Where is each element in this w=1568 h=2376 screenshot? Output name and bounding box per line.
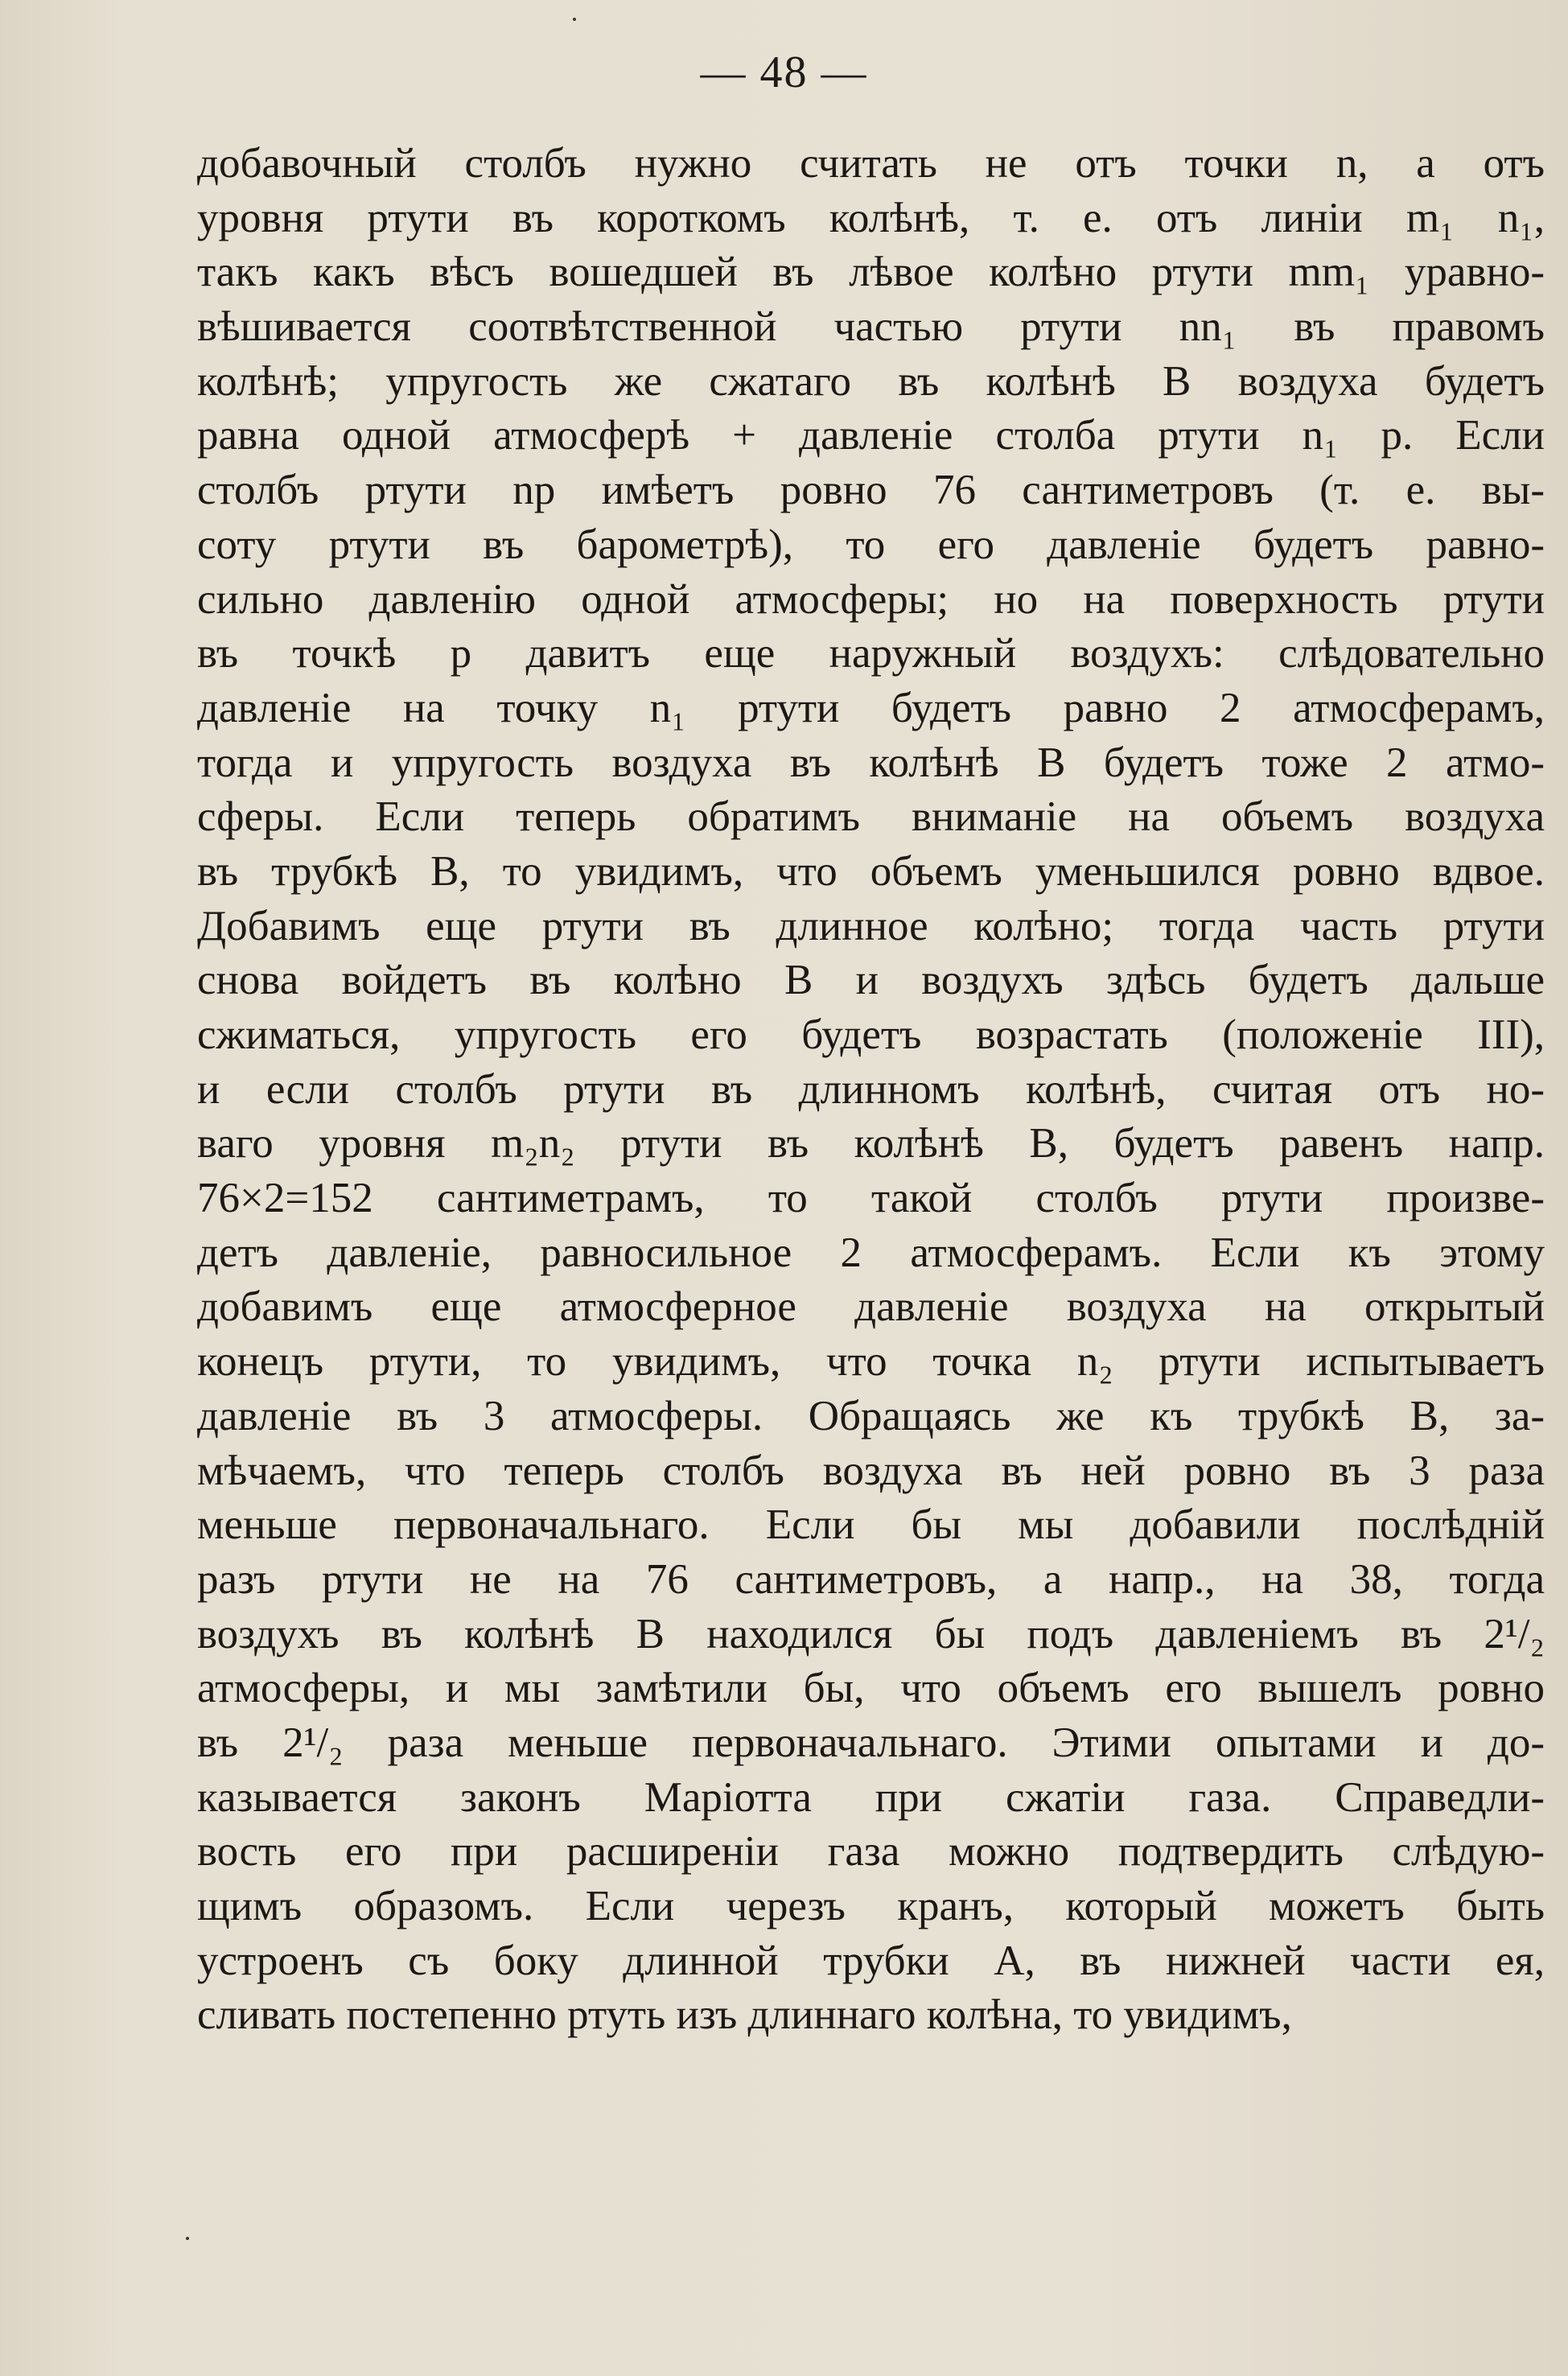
text-line: мѣчаемъ, что теперь столбъ воздуха въ ней ровно въ 3 раза <box>197 1447 1545 1494</box>
text-line: устроенъ съ боку длинной трубки A, въ нижней части ея, <box>197 1937 1545 1984</box>
text-line: вость его при расширеніи газа можно подтвердить слѣдую- <box>197 1828 1545 1876</box>
text-line: въ точкѣ p давитъ еще наружный воздухъ: слѣдовательно <box>197 630 1545 677</box>
text-line: сливать постепенно ртуть изъ длиннаго колѣна, то увидимъ, <box>197 1991 1292 2039</box>
paper-speck <box>573 18 576 21</box>
text-line: соту ртути въ барометрѣ), то его давленіе будетъ равно- <box>197 521 1545 568</box>
text-line: такъ какъ вѣсъ вошедшей въ лѣвое колѣно ртути mm₁ уравно- <box>197 249 1545 296</box>
text-line: давленіе на точку n₁ ртути будетъ равно 2 атмосферамъ, <box>197 684 1545 731</box>
text-line: разъ ртути не на 76 сантиметровъ, а напр., на 38, тогда <box>197 1555 1545 1603</box>
text-line: сильно давленію одной атмосферы; но на поверхность ртути <box>197 575 1545 623</box>
paper-speck <box>186 2237 189 2240</box>
text-line: равна одной атмосферѣ + давленіе столба ртути n₁ p. Если <box>197 412 1545 459</box>
text-line: сжиматься, упругость его будетъ возрастать (положеніе III), <box>197 1011 1545 1058</box>
text-line: 76×2=152 сантиметрамъ, то такой столбъ ртути произве- <box>197 1175 1545 1222</box>
text-line: и если столбъ ртути въ длинномъ колѣнѣ, считая отъ но- <box>197 1065 1545 1113</box>
text-line: казывается законъ Маріотта при сжатіи газа. Справедли- <box>197 1773 1545 1821</box>
text-line: уровня ртути въ короткомъ колѣнѣ, т. е. отъ линіи m₁ n₁, <box>197 194 1545 241</box>
body-text <box>197 137 1545 2043</box>
text-line: колѣнѣ; упругость же сжатаго въ колѣнѣ B воздуха будетъ <box>197 357 1545 405</box>
text-line: воздухъ въ колѣнѣ B находился бы подъ давленіемъ въ 2¹/₂ <box>197 1610 1545 1657</box>
text-line: вѣшивается соотвѣтственной частью ртути nn₁ въ правомъ <box>197 303 1545 351</box>
text-line: тогда и упругость воздуха въ колѣнѣ B будетъ тоже 2 атмо- <box>197 739 1545 786</box>
text-line: добавимъ еще атмосферное давленіе воздуха на открытый <box>197 1283 1545 1331</box>
text-line: сферы. Если теперь обратимъ вниманіе на объемъ воздуха <box>197 793 1545 841</box>
text-line: Добавимъ еще ртути въ длинное колѣно; тогда часть ртути <box>197 902 1545 949</box>
text-line: конецъ ртути, то увидимъ, что точка n₂ ртути испытываетъ <box>197 1338 1545 1386</box>
text-line: детъ давленіе, равносильное 2 атмосферамъ. Если къ этому <box>197 1229 1545 1276</box>
text-line: столбъ ртути np имѣетъ ровно 76 сантиметровъ (т. е. вы- <box>197 467 1545 514</box>
text-line: въ трубкѣ B, то увидимъ, что объемъ уменьшился ровно вдвое. <box>197 847 1545 895</box>
text-line: добавочный столбъ нужно считать не отъ точки n, а отъ <box>197 140 1545 187</box>
text-line: щимъ образомъ. Если черезъ кранъ, который можетъ быть <box>197 1883 1545 1929</box>
text-line: атмосферы, и мы замѣтили бы, что объемъ его вышелъ ровно <box>197 1665 1545 1712</box>
text-line: меньше первоначальнаго. Если бы мы добавили послѣдній <box>197 1501 1545 1549</box>
text-line: снова войдетъ въ колѣно B и воздухъ здѣсь будетъ дальше <box>197 957 1545 1004</box>
text-line: ваго уровня m₂n₂ ртути въ колѣнѣ B, будетъ равенъ напр. <box>197 1120 1545 1167</box>
text-line: давленіе въ 3 атмосферы. Обращаясь же къ трубкѣ B, за- <box>197 1392 1545 1439</box>
page-number: — 48 — <box>700 47 868 97</box>
text-line: въ 2¹/₂ раза меньше первоначальнаго. Этими опытами и до- <box>197 1719 1545 1766</box>
